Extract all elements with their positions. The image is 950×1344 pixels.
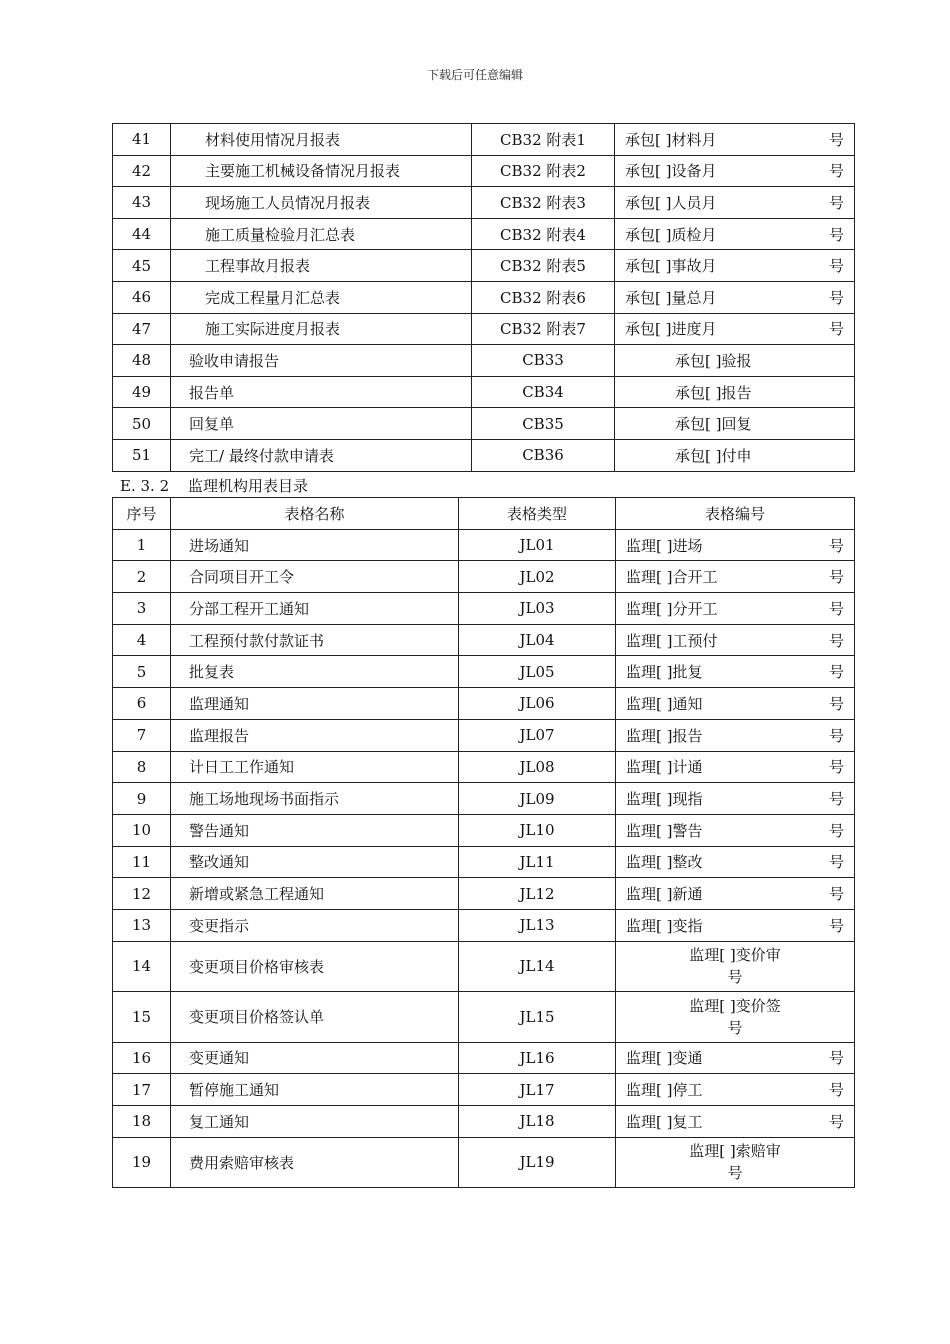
row-number: 6 (113, 688, 171, 720)
form-code (616, 561, 855, 593)
form-code-prefix: 监理[ ]索赔审 (689, 1142, 781, 1161)
form-name: 主要施工机械设备情况月报表 (171, 155, 472, 187)
form-type: JL09 (459, 783, 616, 815)
form-code (616, 593, 855, 625)
form-code-prefix: 监理[ ]停工 (626, 1081, 703, 1100)
section-heading (120, 475, 308, 496)
form-code-prefix: 监理[ ]分开工 (626, 599, 718, 618)
form-code-suffix: 号 (828, 193, 844, 212)
form-code-prefix: 承包[ ]报告 (675, 383, 752, 402)
form-code-prefix: 监理[ ]新通 (626, 885, 703, 904)
form-code (616, 529, 855, 561)
table-row (113, 124, 855, 156)
row-number: 41 (113, 124, 171, 156)
form-type: CB32 附表5 (472, 250, 615, 282)
form-code-suffix: 号 (828, 599, 844, 618)
form-code (616, 878, 855, 910)
header-type: 表格类型 (459, 498, 616, 530)
form-code (615, 281, 855, 313)
row-number: 49 (113, 376, 171, 408)
form-code-prefix: 承包[ ]事故月 (625, 257, 717, 276)
table-row (113, 281, 855, 313)
form-code-prefix: 监理[ ]进场 (626, 536, 703, 555)
row-number: 43 (113, 187, 171, 219)
form-code-suffix: 号 (828, 694, 844, 713)
table-row (113, 1106, 855, 1138)
form-name: 进场通知 (171, 529, 459, 561)
row-number: 8 (113, 751, 171, 783)
form-code-suffix: 号 (828, 885, 844, 904)
row-number: 16 (113, 1042, 171, 1074)
form-code-suffix: 号 (828, 162, 844, 181)
form-code-prefix: 承包[ ]验报 (675, 351, 752, 370)
table-row (113, 439, 855, 471)
form-name: 完工/ 最终付款申请表 (171, 439, 472, 471)
form-code (616, 814, 855, 846)
form-type: JL05 (459, 656, 616, 688)
row-number: 17 (113, 1074, 171, 1106)
table-header-row (113, 498, 855, 530)
form-code (616, 1137, 855, 1188)
table-row (113, 878, 855, 910)
form-type: JL13 (459, 909, 616, 941)
form-name: 报告单 (171, 376, 472, 408)
form-name: 变更项目价格审核表 (171, 941, 459, 992)
form-code-suffix: 号 (828, 568, 844, 587)
table-row (113, 1042, 855, 1074)
row-number: 18 (113, 1106, 171, 1138)
table-row (113, 1074, 855, 1106)
form-name: 警告通知 (171, 814, 459, 846)
table-row (113, 593, 855, 625)
form-code (616, 1042, 855, 1074)
form-name: 变更通知 (171, 1042, 459, 1074)
form-type: JL19 (459, 1137, 616, 1188)
form-code-prefix: 承包[ ]回复 (675, 415, 752, 434)
supervisor-forms-table (112, 497, 855, 1188)
form-code-prefix: 监理[ ]警告 (626, 821, 703, 840)
form-type: JL15 (459, 992, 616, 1043)
row-number: 7 (113, 719, 171, 751)
section-title: 监理机构用表目录 (188, 477, 309, 495)
table-row (113, 529, 855, 561)
form-code (615, 155, 855, 187)
form-code-prefix: 承包[ ]进度月 (625, 320, 717, 339)
form-code-prefix: 监理[ ]变价签 (689, 996, 781, 1015)
table-row (113, 719, 855, 751)
form-type: CB33 (472, 345, 615, 377)
table-row (113, 408, 855, 440)
form-type: CB32 附表3 (472, 187, 615, 219)
table-row (113, 909, 855, 941)
form-type: JL11 (459, 846, 616, 878)
form-type: JL18 (459, 1106, 616, 1138)
table-row (113, 561, 855, 593)
form-code-suffix: 号 (727, 1164, 743, 1183)
form-code-suffix: 号 (828, 916, 844, 935)
form-code-prefix: 承包[ ]人员月 (625, 193, 717, 212)
form-name: 工程事故月报表 (171, 250, 472, 282)
form-code-prefix: 监理[ ]整改 (626, 853, 703, 872)
form-code-suffix: 号 (828, 758, 844, 777)
form-code-suffix: 号 (828, 225, 844, 244)
form-code (616, 1106, 855, 1138)
form-code (616, 719, 855, 751)
form-name: 合同项目开工令 (171, 561, 459, 593)
form-name: 计日工工作通知 (171, 751, 459, 783)
row-number: 44 (113, 218, 171, 250)
form-code (616, 751, 855, 783)
form-code (616, 846, 855, 878)
form-code (616, 656, 855, 688)
form-code-suffix: 号 (727, 968, 743, 987)
table-row (113, 992, 855, 1043)
table-row (113, 1137, 855, 1188)
form-code (615, 345, 855, 377)
form-name: 批复表 (171, 656, 459, 688)
form-type: CB32 附表2 (472, 155, 615, 187)
form-code (615, 218, 855, 250)
table-row (113, 783, 855, 815)
form-code-prefix: 监理[ ]工预付 (626, 631, 718, 650)
form-code-suffix: 号 (828, 536, 844, 555)
form-code (616, 783, 855, 815)
row-number: 9 (113, 783, 171, 815)
form-type: JL04 (459, 624, 616, 656)
row-number: 51 (113, 439, 171, 471)
form-code-prefix: 监理[ ]变通 (626, 1049, 703, 1068)
form-code-suffix: 号 (828, 257, 844, 276)
table-row (113, 941, 855, 992)
form-name: 费用索赔审核表 (171, 1137, 459, 1188)
form-type: CB32 附表7 (472, 313, 615, 345)
form-code-suffix: 号 (828, 853, 844, 872)
header-name: 表格名称 (171, 498, 459, 530)
form-code-suffix: 号 (828, 821, 844, 840)
form-code-prefix: 监理[ ]计通 (626, 758, 703, 777)
contractor-forms-table (112, 123, 855, 472)
form-type: JL02 (459, 561, 616, 593)
form-type: JL14 (459, 941, 616, 992)
row-number: 50 (113, 408, 171, 440)
form-type: JL03 (459, 593, 616, 625)
form-code (616, 992, 855, 1043)
form-type: JL08 (459, 751, 616, 783)
form-name: 材料使用情况月报表 (171, 124, 472, 156)
row-number: 3 (113, 593, 171, 625)
form-name: 现场施工人员情况月报表 (171, 187, 472, 219)
form-type: CB34 (472, 376, 615, 408)
table-row (113, 345, 855, 377)
form-name: 施工场地现场书面指示 (171, 783, 459, 815)
row-number: 5 (113, 656, 171, 688)
form-name: 复工通知 (171, 1106, 459, 1138)
table-row (113, 218, 855, 250)
form-name: 工程预付款付款证书 (171, 624, 459, 656)
row-number: 10 (113, 814, 171, 846)
form-type: JL07 (459, 719, 616, 751)
form-type: JL10 (459, 814, 616, 846)
row-number: 14 (113, 941, 171, 992)
table-row (113, 846, 855, 878)
row-number: 1 (113, 529, 171, 561)
table-row (113, 376, 855, 408)
table-row (113, 313, 855, 345)
header-no: 序号 (113, 498, 171, 530)
form-name: 监理报告 (171, 719, 459, 751)
form-name: 新增或紧急工程通知 (171, 878, 459, 910)
form-code (615, 313, 855, 345)
form-code-prefix: 承包[ ]设备月 (625, 162, 717, 181)
form-code-prefix: 监理[ ]合开工 (626, 568, 718, 587)
table-row (113, 688, 855, 720)
form-code (615, 187, 855, 219)
form-code-prefix: 监理[ ]通知 (626, 694, 703, 713)
form-code-suffix: 号 (828, 288, 844, 307)
table-row (113, 155, 855, 187)
form-code (616, 688, 855, 720)
table-row (113, 656, 855, 688)
form-name: 回复单 (171, 408, 472, 440)
table-row (113, 250, 855, 282)
form-name: 完成工程量月汇总表 (171, 281, 472, 313)
row-number: 47 (113, 313, 171, 345)
row-number: 12 (113, 878, 171, 910)
table-row (113, 814, 855, 846)
table-row (113, 751, 855, 783)
form-code-suffix: 号 (828, 1112, 844, 1131)
table-row (113, 187, 855, 219)
form-code (615, 408, 855, 440)
page-header-note: 下载后可任意编辑 (426, 68, 523, 82)
form-code-suffix: 号 (727, 1018, 743, 1037)
form-name: 变更指示 (171, 909, 459, 941)
form-name: 验收申请报告 (171, 345, 472, 377)
form-type: CB32 附表4 (472, 218, 615, 250)
form-code (616, 909, 855, 941)
form-code (615, 250, 855, 282)
form-code-prefix: 监理[ ]变指 (626, 916, 703, 935)
form-code-suffix: 号 (828, 130, 844, 149)
section-number: E. 3. 2 (120, 477, 170, 495)
form-code-suffix: 号 (828, 790, 844, 809)
form-code (615, 439, 855, 471)
row-number: 15 (113, 992, 171, 1043)
form-name: 变更项目价格签认单 (171, 992, 459, 1043)
form-code-prefix: 监理[ ]现指 (626, 790, 703, 809)
form-code-prefix: 监理[ ]报告 (626, 726, 703, 745)
form-name: 暂停施工通知 (171, 1074, 459, 1106)
row-number: 4 (113, 624, 171, 656)
form-code-prefix: 承包[ ]材料月 (625, 130, 717, 149)
form-type: JL17 (459, 1074, 616, 1106)
form-type: JL01 (459, 529, 616, 561)
form-code-prefix: 监理[ ]批复 (626, 663, 703, 682)
row-number: 42 (113, 155, 171, 187)
form-type: JL12 (459, 878, 616, 910)
form-code-suffix: 号 (828, 320, 844, 339)
form-code-suffix: 号 (828, 1049, 844, 1068)
row-number: 13 (113, 909, 171, 941)
form-code-prefix: 监理[ ]复工 (626, 1112, 703, 1131)
table-row (113, 624, 855, 656)
form-type: CB32 附表1 (472, 124, 615, 156)
row-number: 2 (113, 561, 171, 593)
form-type: CB32 附表6 (472, 281, 615, 313)
form-code-prefix: 监理[ ]变价审 (689, 946, 781, 965)
form-code-suffix: 号 (828, 631, 844, 650)
form-code (616, 941, 855, 992)
header-code: 表格编号 (616, 498, 855, 530)
form-name: 分部工程开工通知 (171, 593, 459, 625)
form-code-prefix: 承包[ ]付申 (675, 446, 752, 465)
form-name: 整改通知 (171, 846, 459, 878)
form-type: CB35 (472, 408, 615, 440)
row-number: 46 (113, 281, 171, 313)
form-code-prefix: 承包[ ]量总月 (625, 288, 717, 307)
form-type: JL16 (459, 1042, 616, 1074)
form-name: 施工实际进度月报表 (171, 313, 472, 345)
form-code (616, 1074, 855, 1106)
row-number: 19 (113, 1137, 171, 1188)
form-code-suffix: 号 (828, 1081, 844, 1100)
row-number: 45 (113, 250, 171, 282)
form-code-prefix: 承包[ ]质检月 (625, 225, 717, 244)
form-type: JL06 (459, 688, 616, 720)
form-type: CB36 (472, 439, 615, 471)
form-code-suffix: 号 (828, 726, 844, 745)
form-code (616, 624, 855, 656)
row-number: 48 (113, 345, 171, 377)
form-code-suffix: 号 (828, 663, 844, 682)
form-name: 施工质量检验月汇总表 (171, 218, 472, 250)
form-name: 监理通知 (171, 688, 459, 720)
form-code (615, 124, 855, 156)
row-number: 11 (113, 846, 171, 878)
form-code (615, 376, 855, 408)
